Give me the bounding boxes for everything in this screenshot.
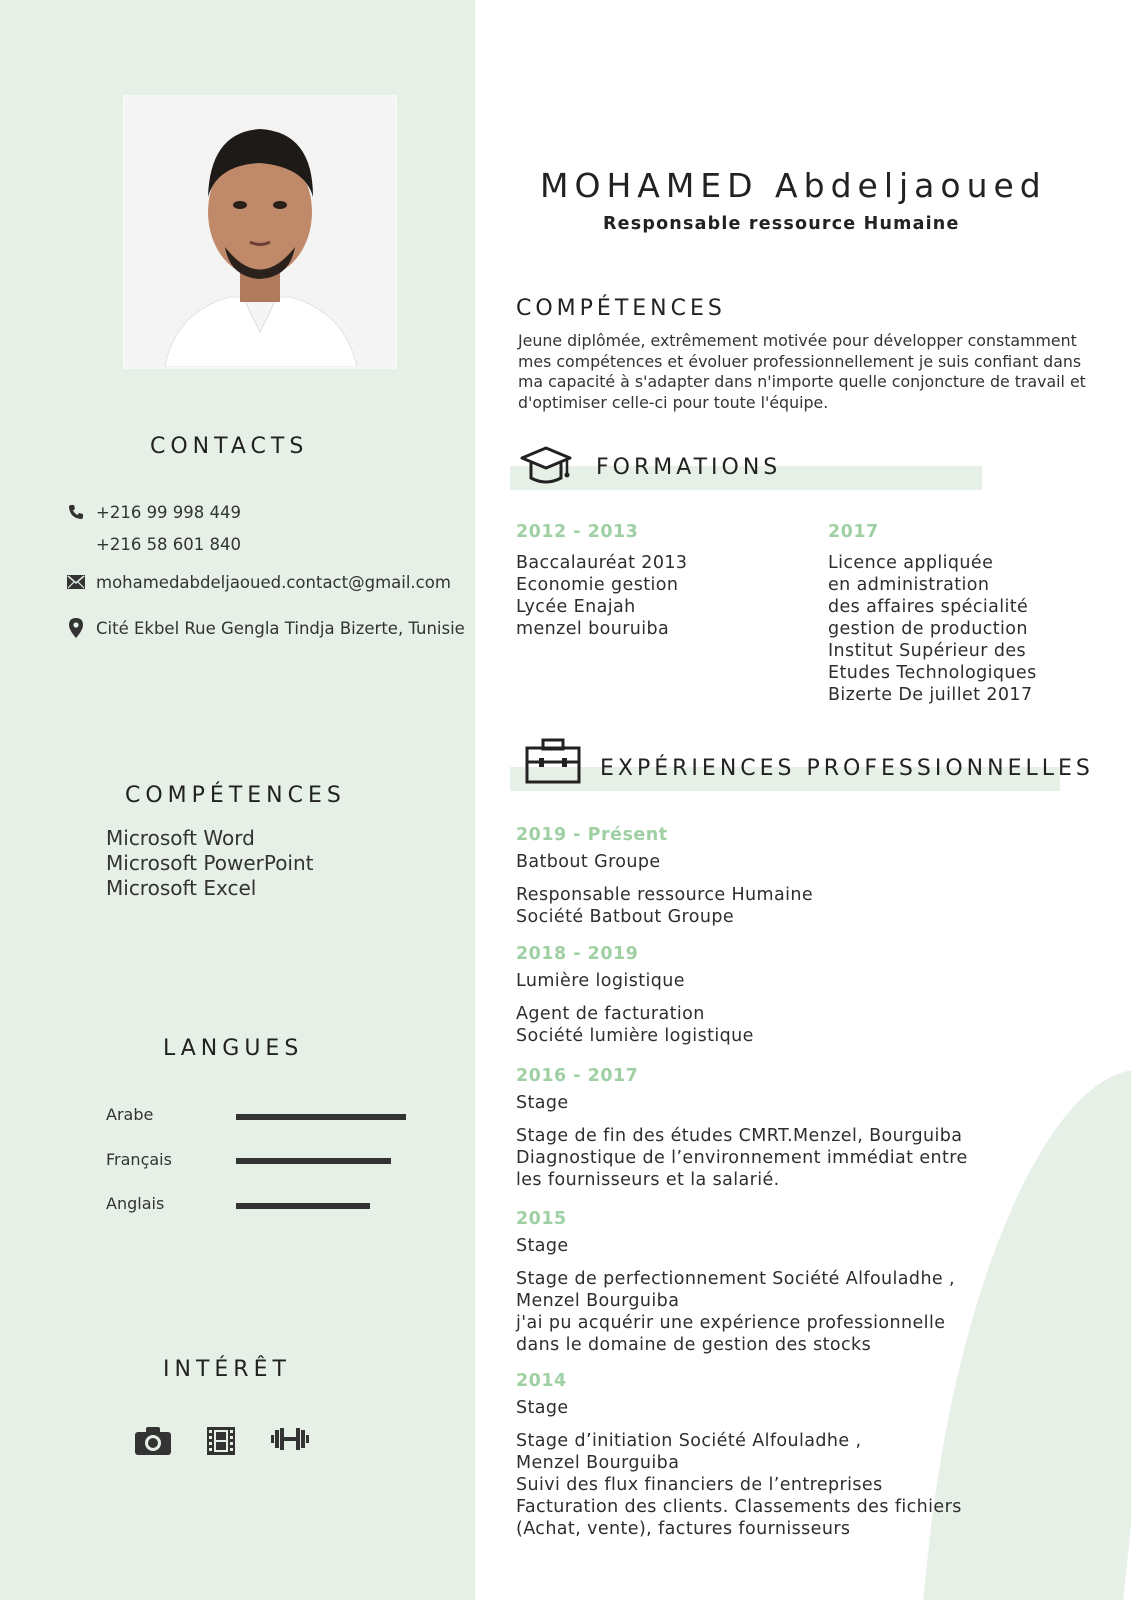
skills-list [106,826,314,901]
email-link[interactable]: mohamedabdeljaoued.contact@gmail.com [96,572,451,592]
experience-years: 2015 [516,1209,567,1229]
experience-company: Stage [516,1398,569,1418]
email-row [66,572,451,592]
language-level-bar [236,1158,391,1164]
experience-company: Stage [516,1093,569,1113]
profile-title: COMPÉTENCES [516,296,726,321]
experience-years: 2014 [516,1371,567,1391]
experience-details: Stage de perfectionnement Société Alfouladhe , Menzel Bourguiba j'ai pu acquérir une expérience professionnelle dans le domaine de gestion des stocks [516,1269,956,1355]
experience-years: 2016 - 2017 [516,1066,639,1086]
experience-details: Responsable ressource Humaine Société Batbout Groupe [516,885,814,927]
experiences-title: EXPÉRIENCES PROFESSIONNELLES [600,756,1094,781]
skill-item: Microsoft Excel [106,876,257,900]
interests-title: INTÉRÊT [163,1357,291,1382]
interests-icons [135,1427,309,1459]
phone-row [66,502,241,522]
contacts-title: CONTACTS [150,434,309,459]
formation-years: 2017 [828,522,879,542]
briefcase-icon [525,738,581,788]
formations-title: FORMATIONS [596,455,782,480]
dumbbell-icon [271,1427,309,1459]
phone-row-secondary [66,535,241,554]
formation-years: 2012 - 2013 [516,522,639,542]
language-level-bar [236,1203,370,1209]
formation-details: Baccalauréat 2013 Economie gestion Lycée Enajah menzel bouruiba [516,553,688,639]
experience-company: Lumière logistique [516,971,685,991]
phone-icon [66,502,86,522]
language-level-bar [236,1114,406,1120]
experience-company: Batbout Groupe [516,852,661,872]
skill-item: Microsoft Word [106,826,255,850]
formation-details: Licence appliquée en administration des affaires spécialité gestion de production Institut Supérieur des Etudes Technologiques Bizerte De juillet 2017 [828,553,1037,705]
phone-primary[interactable]: +216 99 998 449 [96,502,242,522]
skill-item: Microsoft PowerPoint [106,851,314,875]
experience-years: 2018 - 2019 [516,944,639,964]
profile-summary: Jeune diplômée, extrêmement motivée pour développer constamment mes compétences et évoluer professionnellement je suis confiant dans ma capacité à s'adapter dans n'importe quelle conjoncture de travail et d'optimiser celle-ci pour toute l'équipe. [518,331,1086,412]
experience-details: Stage de fin des études CMRT.Menzel, Bourguiba Diagnostique de l’environnement immédiat entre les fournisseurs et la salarié. [516,1126,968,1190]
language-label: Arabe [106,1105,154,1124]
location-pin-icon [66,618,86,638]
experience-details: Agent de facturation Société lumière logistique [516,1004,754,1046]
experience-years: 2019 - Présent [516,825,668,845]
envelope-icon [66,572,86,592]
languages-title: LANGUES [163,1036,304,1061]
experience-details: Stage d’initiation Société Alfouladhe , Menzel Bourguiba Suivi des flux financiers de l’entreprises Facturation des clients. Classements des fichiers (Achat, vente), factures fournisseurs [516,1431,962,1539]
address-text: Cité Ekbel Rue Gengla Tindja Bizerte, Tunisie [96,618,465,638]
experience-company: Stage [516,1236,569,1256]
phone-secondary[interactable]: +216 58 601 840 [96,535,242,554]
candidate-name: MOHAMED Abdeljaoued [540,166,1047,205]
language-label: Français [106,1150,172,1169]
language-label: Anglais [106,1194,165,1213]
film-icon [207,1427,235,1459]
camera-icon [135,1427,171,1459]
skills-title: COMPÉTENCES [125,783,346,808]
address-row [66,618,465,638]
job-title: Responsable ressource Humaine [603,214,960,234]
profile-photo [123,95,397,369]
graduation-cap-icon [520,446,572,490]
